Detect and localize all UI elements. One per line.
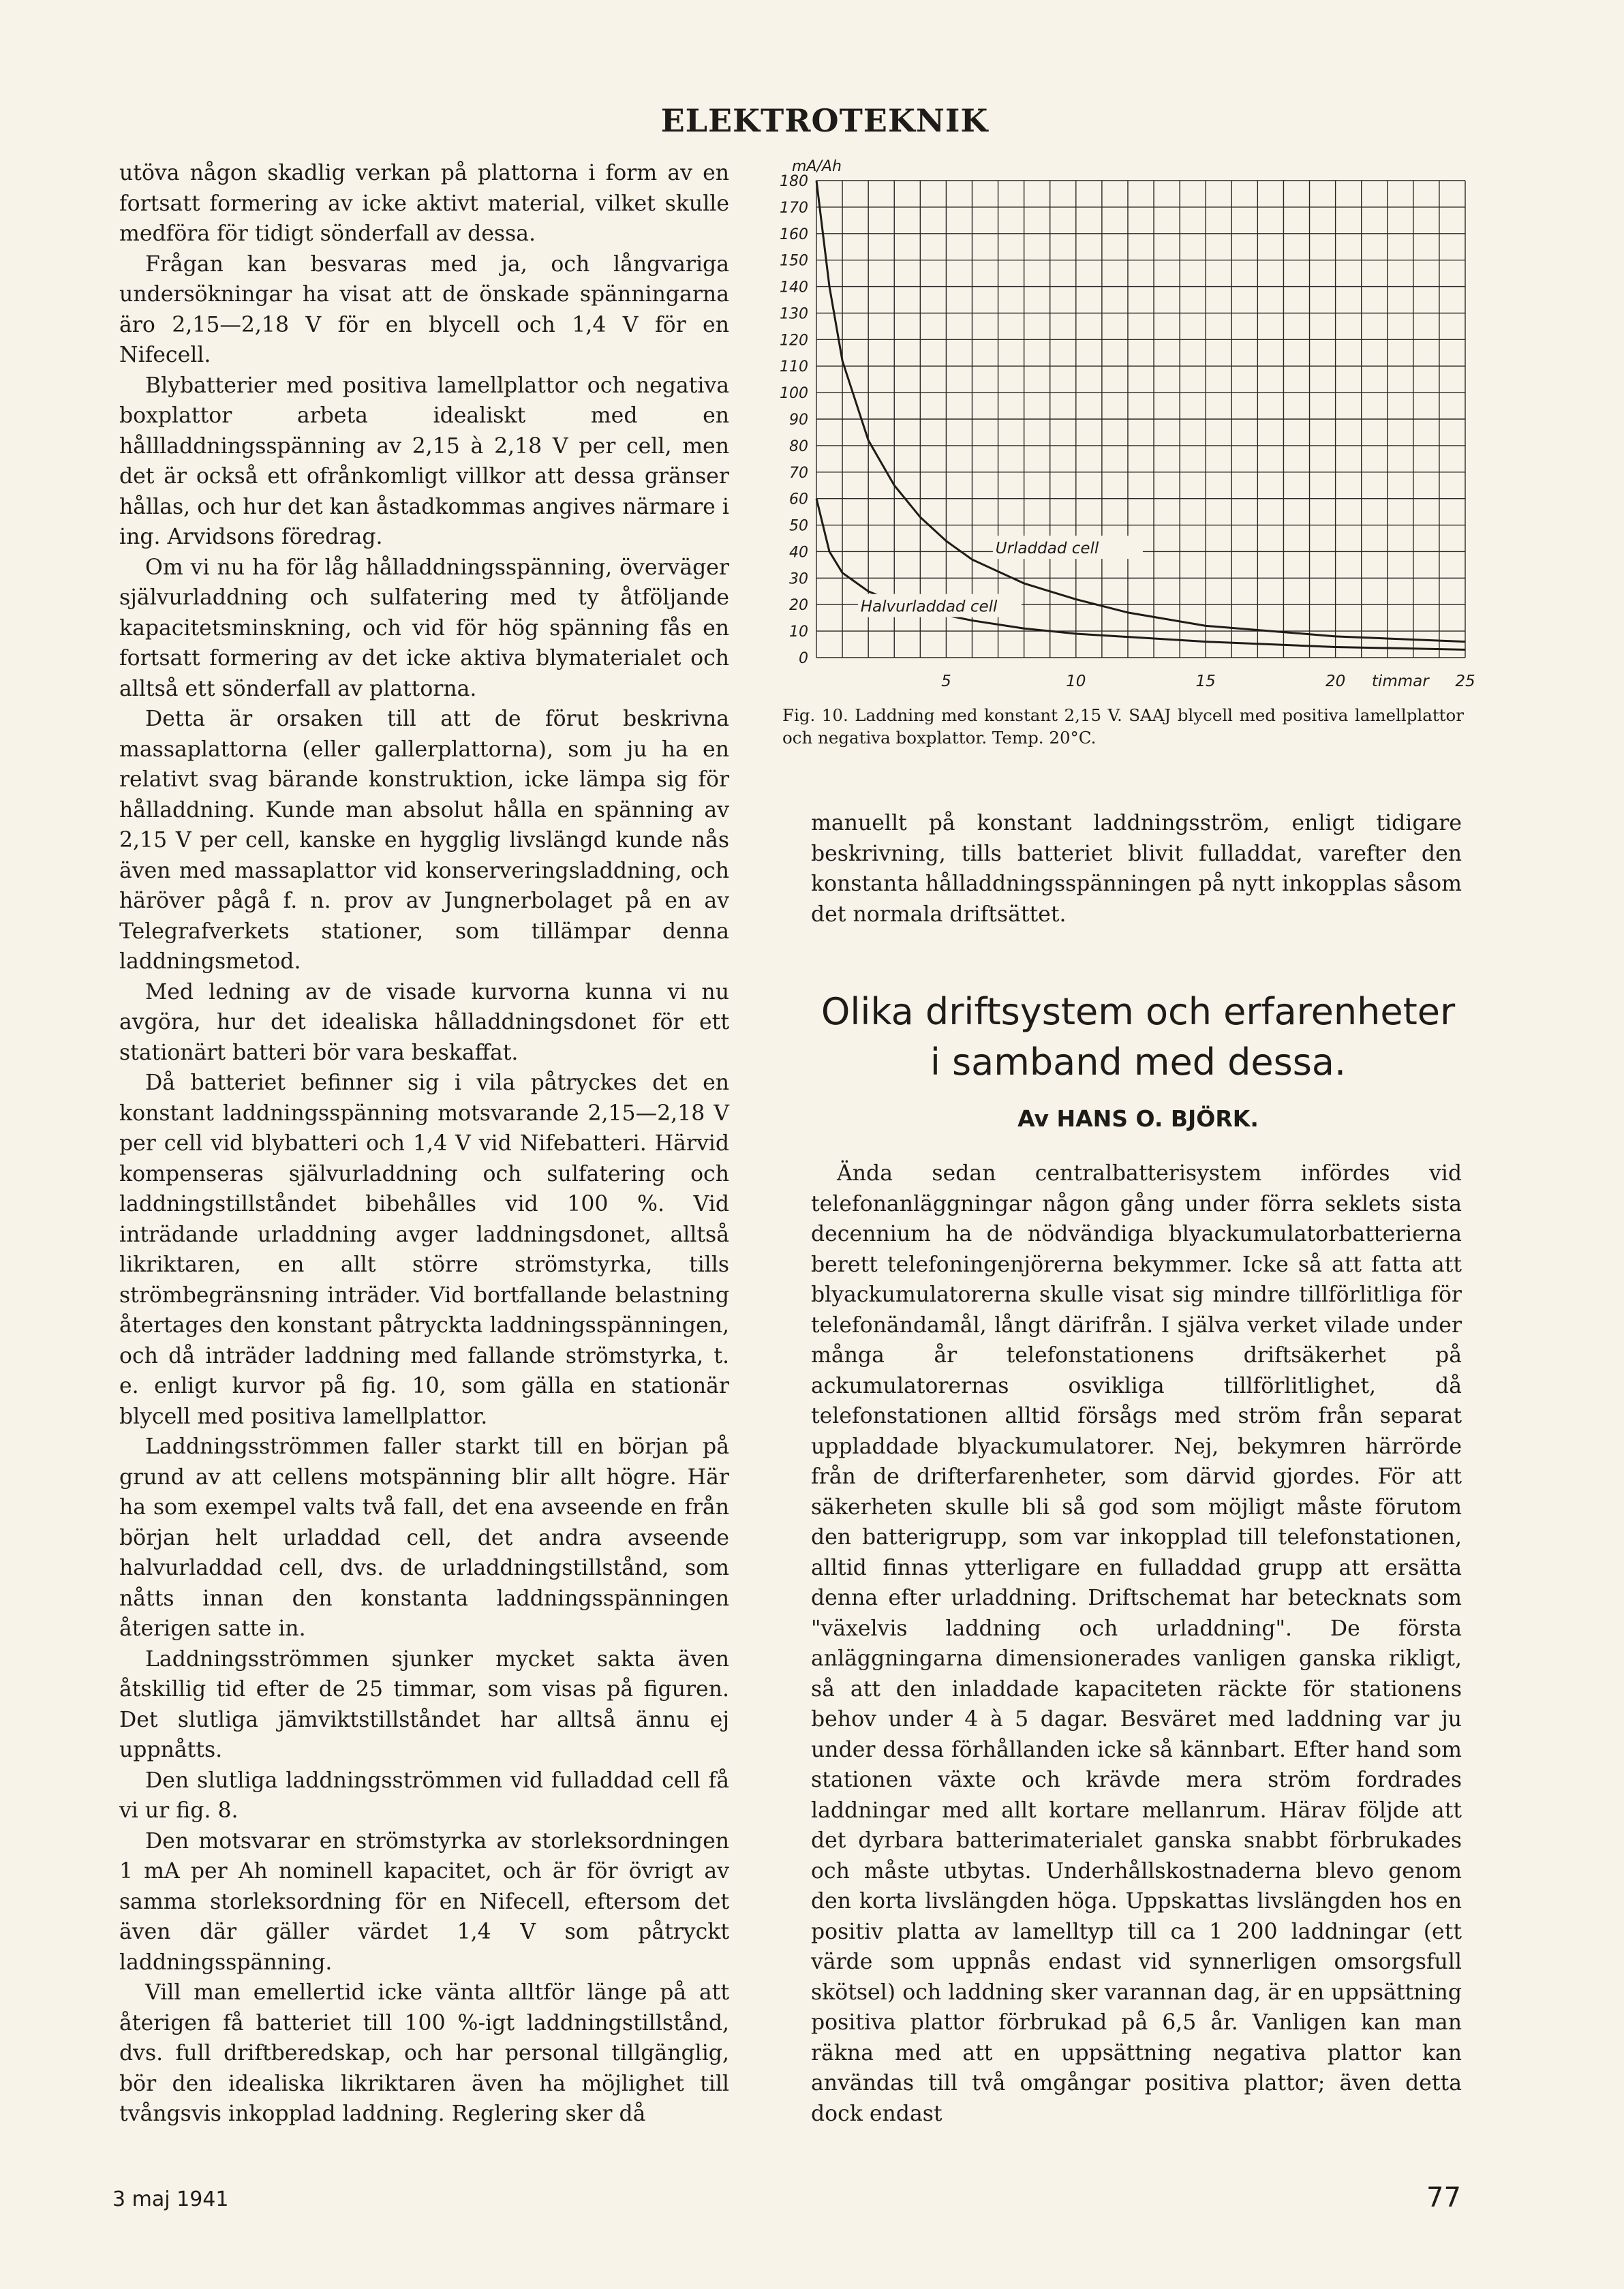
y-tick-label: 80 [789, 437, 808, 455]
right-column-body [811, 1158, 1462, 2129]
article-title [784, 987, 1492, 1088]
y-tick-label: 90 [789, 412, 808, 429]
paragraph: Laddningsströmmen faller starkt till en början på grund av att cellens motspänning blir allt högre. Här ha som exempel valts två fall, det ena avseende en från början helt urladdad cell, det andra avseende halvurladdad cell, dvs. de urladdningstillstånd, som nåtts innan den konstanta laddningsspänningen återigen satte in. [119, 1434, 729, 1641]
journal-header: ELEKTROTEKNIK [660, 102, 989, 139]
y-tick-label: 60 [789, 491, 808, 508]
x-tick-label: 20 [1325, 673, 1346, 690]
y-tick-label: 10 [789, 624, 808, 641]
right-column-top [811, 808, 1462, 930]
paragraph: Då batteriet befinner sig i vila påtryckes det en konstant laddningsspänning motsvarande 2,15—2,18 V per cell vid blybatteri och 1,4 V vid Nifebatteri. Härvid kompenseras självurladdning och sulfatering och laddningstillståndet bibehålles vid 100 %. Vid inträdande urladdning avger laddningsdonet, alltså likriktaren, en allt större strömstyrka, tills strömbegränsning inträder. Vid bortfallande belastning återtages den konstant påtryckta laddningsspänningen, och då inträder laddning med fallande strömstyrka, t. e. enligt kurvor på fig. 10, som gälla en stationär blycell med positiva lamellplattor. [119, 1071, 729, 1429]
series-line [816, 499, 1465, 650]
charging-chart [756, 147, 1479, 698]
y-tick-label: 100 [780, 385, 808, 403]
x-tick-label: 5 [941, 673, 951, 690]
article-title-line: Olika driftsystem och erfarenheter [821, 990, 1456, 1033]
y-tick-label: 170 [780, 199, 808, 217]
paragraph: manuellt på konstant laddningsström, enligt tidigare beskrivning, tills batteriet blivit fulladdat, varefter den konstanta hålladdningsspänningen på nytt inkopplas såsom det normala driftsättet. [811, 811, 1462, 927]
y-tick-label: 50 [789, 517, 808, 535]
y-tick-label: 130 [780, 305, 808, 323]
left-column [119, 158, 729, 2130]
y-tick-label: 150 [780, 252, 808, 270]
y-axis-label: mA/Ah [792, 158, 842, 175]
x-tick-label: 10 [1066, 673, 1086, 690]
figure-caption: Fig. 10. Laddning med konstant 2,15 V. SAAJ blycell med positiva lamellplattor och negativa boxplattor. Temp. 20°C. [782, 705, 1464, 748]
paragraph: Med ledning av de visade kurvorna kunna vi nu avgöra, hur det idealiska hålladdningsdonet för ett stationärt batteri bör vara beskaffat. [119, 979, 729, 1065]
y-tick-label: 0 [799, 650, 808, 667]
paragraph: Den slutliga laddningsströmmen vid fulladdad cell få vi ur fig. 8. [119, 1768, 729, 1823]
y-tick-label: 110 [780, 358, 808, 376]
paragraph: Blybatterier med positiva lamellplattor och negativa boxplattor arbeta idealiskt med en hållladdningsspänning av 2,15 à 2,18 V per cell, men det är också ett ofrånkomligt villkor att dessa gränser hållas, och hur det kan åstadkommas angives närmare i ing. Arvidsons föredrag. [119, 373, 729, 549]
paragraph: Laddningsströmmen sjunker mycket sakta även åtskillig tid efter de 25 timmar, som visas på figuren. Det slutliga jämviktstillståndet har alltså ännu ej uppnåtts. [119, 1646, 729, 1762]
y-tick-label: 120 [780, 332, 808, 350]
x-axis-label: timmar [1371, 673, 1429, 690]
paragraph: Den motsvarar en strömstyrka av storleksordningen 1 mA per Ah nominell kapacitet, och är för övrigt av samma storleksordning för en Nifecell, eftersom det även där gäller värdet 1,4 V som påtryckt laddningsspänning. [119, 1828, 729, 1975]
paragraph: Frågan kan besvaras med ja, och långvariga undersökningar ha visat att de önskade spänningarna äro 2,15—2,18 V för en blycell och 1,4 V för en Nifecell. [119, 251, 729, 367]
paragraph: Detta är orsaken till att de förut beskrivna massaplattorna (eller gallerplattorna), som ju ha en relativt svag bärande konstruktion, icke lämpa sig för hålladdning. Kunde man absolut hålla en spänning av 2,15 V per cell, kanske en hygglig livslängd kunde nås även med massaplattor vid konserveringsladdning, och häröver pågå f. n. prov av Jungnerbolaget på en av Telegrafverkets stationer, som tillämpar denna laddningsmetod. [119, 707, 729, 974]
paragraph: utöva någon skadlig verkan på plattorna i form av en fortsatt formering av icke aktivt material, vilket skulle medföra för tidigt sönderfall av dessa. [119, 161, 729, 246]
paragraph: Ända sedan centralbatterisystem infördes vid telefonanläggningar någon gång under förra seklets sista decennium ha de nödvändiga blyackumulatorbatterierna berett telefoningenjörerna bekymmer. Icke så att fatta att blyackumulatorerna skulle visat sig mindre tillförlitliga för telefonändamål, långt därifrån. I själva verket vilade under många år telefonstationens driftsäkerhet på ackumulatorernas osvikliga tillförlitlighet, då telefonstationen alltid försågs med ström från separat uppladdade blyackumulatorer. Nej, bekymren härrörde från de drifterfarenheter, som därvid gjordes. För att säkerheten skulle bli så god som möjligt måste förutom den batterigrupp, som var inkopplad till telefonstationen, alltid finnas ytterligare en fulladdad grupp att ersätta denna efter urladdning. Driftschemat har betecknats som "växelvis laddning och urladdning". De första anläggningarna dimensionerades vanligen ganska rikligt, så att den inladdade kapaciteten räckte för stationens behov under 4 à 5 dagar. Besväret med laddning var ju under dessa förhållanden icke så kännbart. Efter hand som stationen växte och krävde mera ström fordrades laddningar med allt kortare mellanrum. Härav följde att det dyrbara batterimaterialet ganska snabbt förbrukades och måste utbytas. Underhållskostnaderna blevo genom den korta livslängden höga. Uppskattas livslängden hos en positiv platta av lamelltyp till ca 1 200 laddningar (ett värde som uppnås endast vid synnerligen omsorgsfull skötsel) och laddning sker varannan dag, är en uppsättning positiva plattor förbrukad på 6,5 år. Vanligen kan man räkna med att en uppsättning negativa plattor kan användas till två omgångar positiva plattor; även detta dock endast [811, 1161, 1462, 2126]
series-label: Urladdad cell [995, 540, 1099, 558]
y-tick-label: 40 [789, 544, 808, 562]
issue-date: 3 maj 1941 [112, 2187, 229, 2211]
series-label: Halvurladdad cell [860, 598, 998, 616]
y-tick-label: 140 [780, 279, 808, 296]
paragraph: Vill man emellertid icke vänta alltför länge på att återigen få batteriet till 100 %-igt laddningstillstånd, dvs. full driftberedskap, och har personal tillgänglig, bör den idealiska likriktaren även ha möjlighet till tvångsvis inkopplad laddning. Reglering sker då [119, 1980, 729, 2126]
y-tick-label: 30 [789, 570, 808, 588]
series-line [816, 181, 1465, 642]
article-title-line: i samband med dessa. [930, 1041, 1347, 1084]
x-tick-label: 25 [1455, 673, 1475, 690]
paragraph: Om vi nu ha för låg hålladdningsspänning, överväger självurladdning och sulfatering med ty åtföljande kapacitetsminskning, och vid för hög spänning fås en fortsatt formering av det icke aktiva blymaterialet och alltså ett sönderfall av plattorna. [119, 555, 729, 701]
y-tick-label: 70 [789, 464, 808, 482]
x-tick-label: 15 [1195, 673, 1216, 690]
y-tick-label: 20 [789, 597, 808, 615]
y-tick-label: 180 [780, 173, 808, 190]
article-author: Av HANS O. BJÖRK. [1017, 1105, 1259, 1132]
y-tick-label: 160 [780, 226, 808, 243]
page-number: 77 [1426, 2182, 1461, 2213]
